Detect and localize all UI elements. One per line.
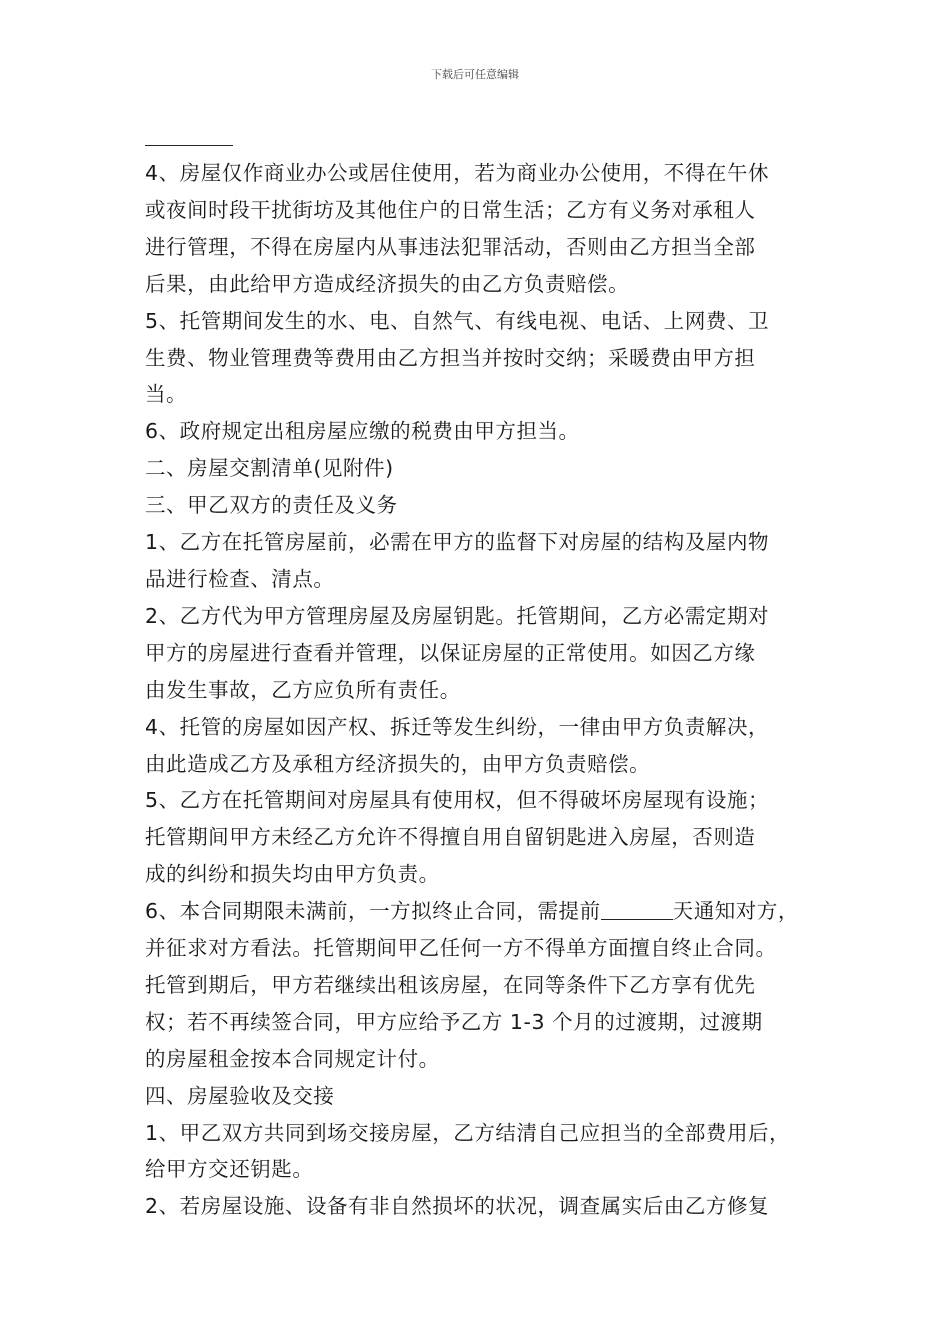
text-line: 1、乙方在托管房屋前，必需在甲方的监督下对房屋的结构及屋内物 — [145, 530, 770, 555]
text-line: 并征求对方看法。托管期间甲乙任何一方不得单方面擅自终止合同。 — [145, 936, 777, 961]
text-line: 5、乙方在托管期间对房屋具有使用权，但不得破坏房屋现有设施； — [145, 788, 770, 813]
section-heading: 二、房屋交割清单(见附件) — [145, 456, 394, 481]
text-line-with-blank — [145, 893, 835, 930]
text-line: 2、若房屋设施、设备有非自然损坏的状况，调查属实后由乙方修复 — [145, 1194, 770, 1219]
section-heading: 四、房屋验收及交接 — [145, 1083, 335, 1108]
text-line: 品进行检查、清点。 — [145, 566, 335, 591]
text-line: 6、政府规定出租房屋应缴的税费由甲方担当。 — [145, 419, 580, 444]
text-line: 1、甲乙双方共同到场交接房屋，乙方结清自己应担当的全部费用后， — [145, 1120, 791, 1145]
text-line: 当。 — [145, 382, 188, 407]
text-line: 4、房屋仅作商业办公或居住使用，若为商业办公使用，不得在午休 — [145, 161, 770, 185]
fill-in-blank — [601, 895, 673, 920]
text-line: 4、托管的房屋如因产权、拆迁等发生纠纷，一律由甲方负责解决， — [145, 714, 770, 739]
text-line: 权；若不再续签合同，甲方应给予乙方 1-3 个月的过渡期，过渡期 — [145, 1009, 763, 1034]
text-line: 托管期间甲方未经乙方允许不得擅自用自留钥匙进入房屋，否则造 — [145, 825, 756, 850]
text-line: 2、乙方代为甲方管理房屋及房屋钥匙。托管期间，乙方必需定期对 — [145, 603, 770, 628]
text-segment: 6、本合同期限未满前，一方拟终止合同，需提前 — [145, 899, 601, 924]
text-line: 托管到期后，甲方若继续出租该房屋，在同等条件下乙方享有优先 — [145, 972, 756, 997]
text-line: 由发生事故，乙方应负所有责任。 — [145, 677, 461, 702]
text-line: 的房屋租金按本合同规定计付。 — [145, 1046, 440, 1071]
text-segment: 天通知对方， — [672, 899, 799, 924]
text-line: 由此造成乙方及承租方经济损失的，由甲方负责赔偿。 — [145, 751, 651, 776]
text-line: 甲方的房屋进行查看并管理，以保证房屋的正常使用。如因乙方缘 — [145, 640, 756, 665]
text-line: 进行管理，不得在房屋内从事违法犯罪活动，否则由乙方担当全部 — [145, 234, 756, 259]
page-header: 下载后可任意编辑 — [431, 68, 519, 81]
blank-line-rule — [145, 145, 233, 146]
text-line: 成的纠纷和损失均由甲方负责。 — [145, 862, 440, 887]
text-line: 后果，由此给甲方造成经济损失的由乙方负责赔偿。 — [145, 271, 630, 296]
text-line: 5、托管期间发生的水、电、自然气、有线电视、电话、上网费、卫 — [145, 308, 770, 333]
document-body — [145, 155, 835, 1225]
text-line: 生费、物业管理费等费用由乙方担当并按时交纳；采暖费由甲方担 — [145, 345, 756, 370]
text-line: 或夜间时段干扰街坊及其他住户的日常生活；乙方有义务对承租人 — [145, 197, 756, 222]
section-heading: 三、甲乙双方的责任及义务 — [145, 493, 398, 518]
text-line: 给甲方交还钥匙。 — [145, 1157, 314, 1182]
